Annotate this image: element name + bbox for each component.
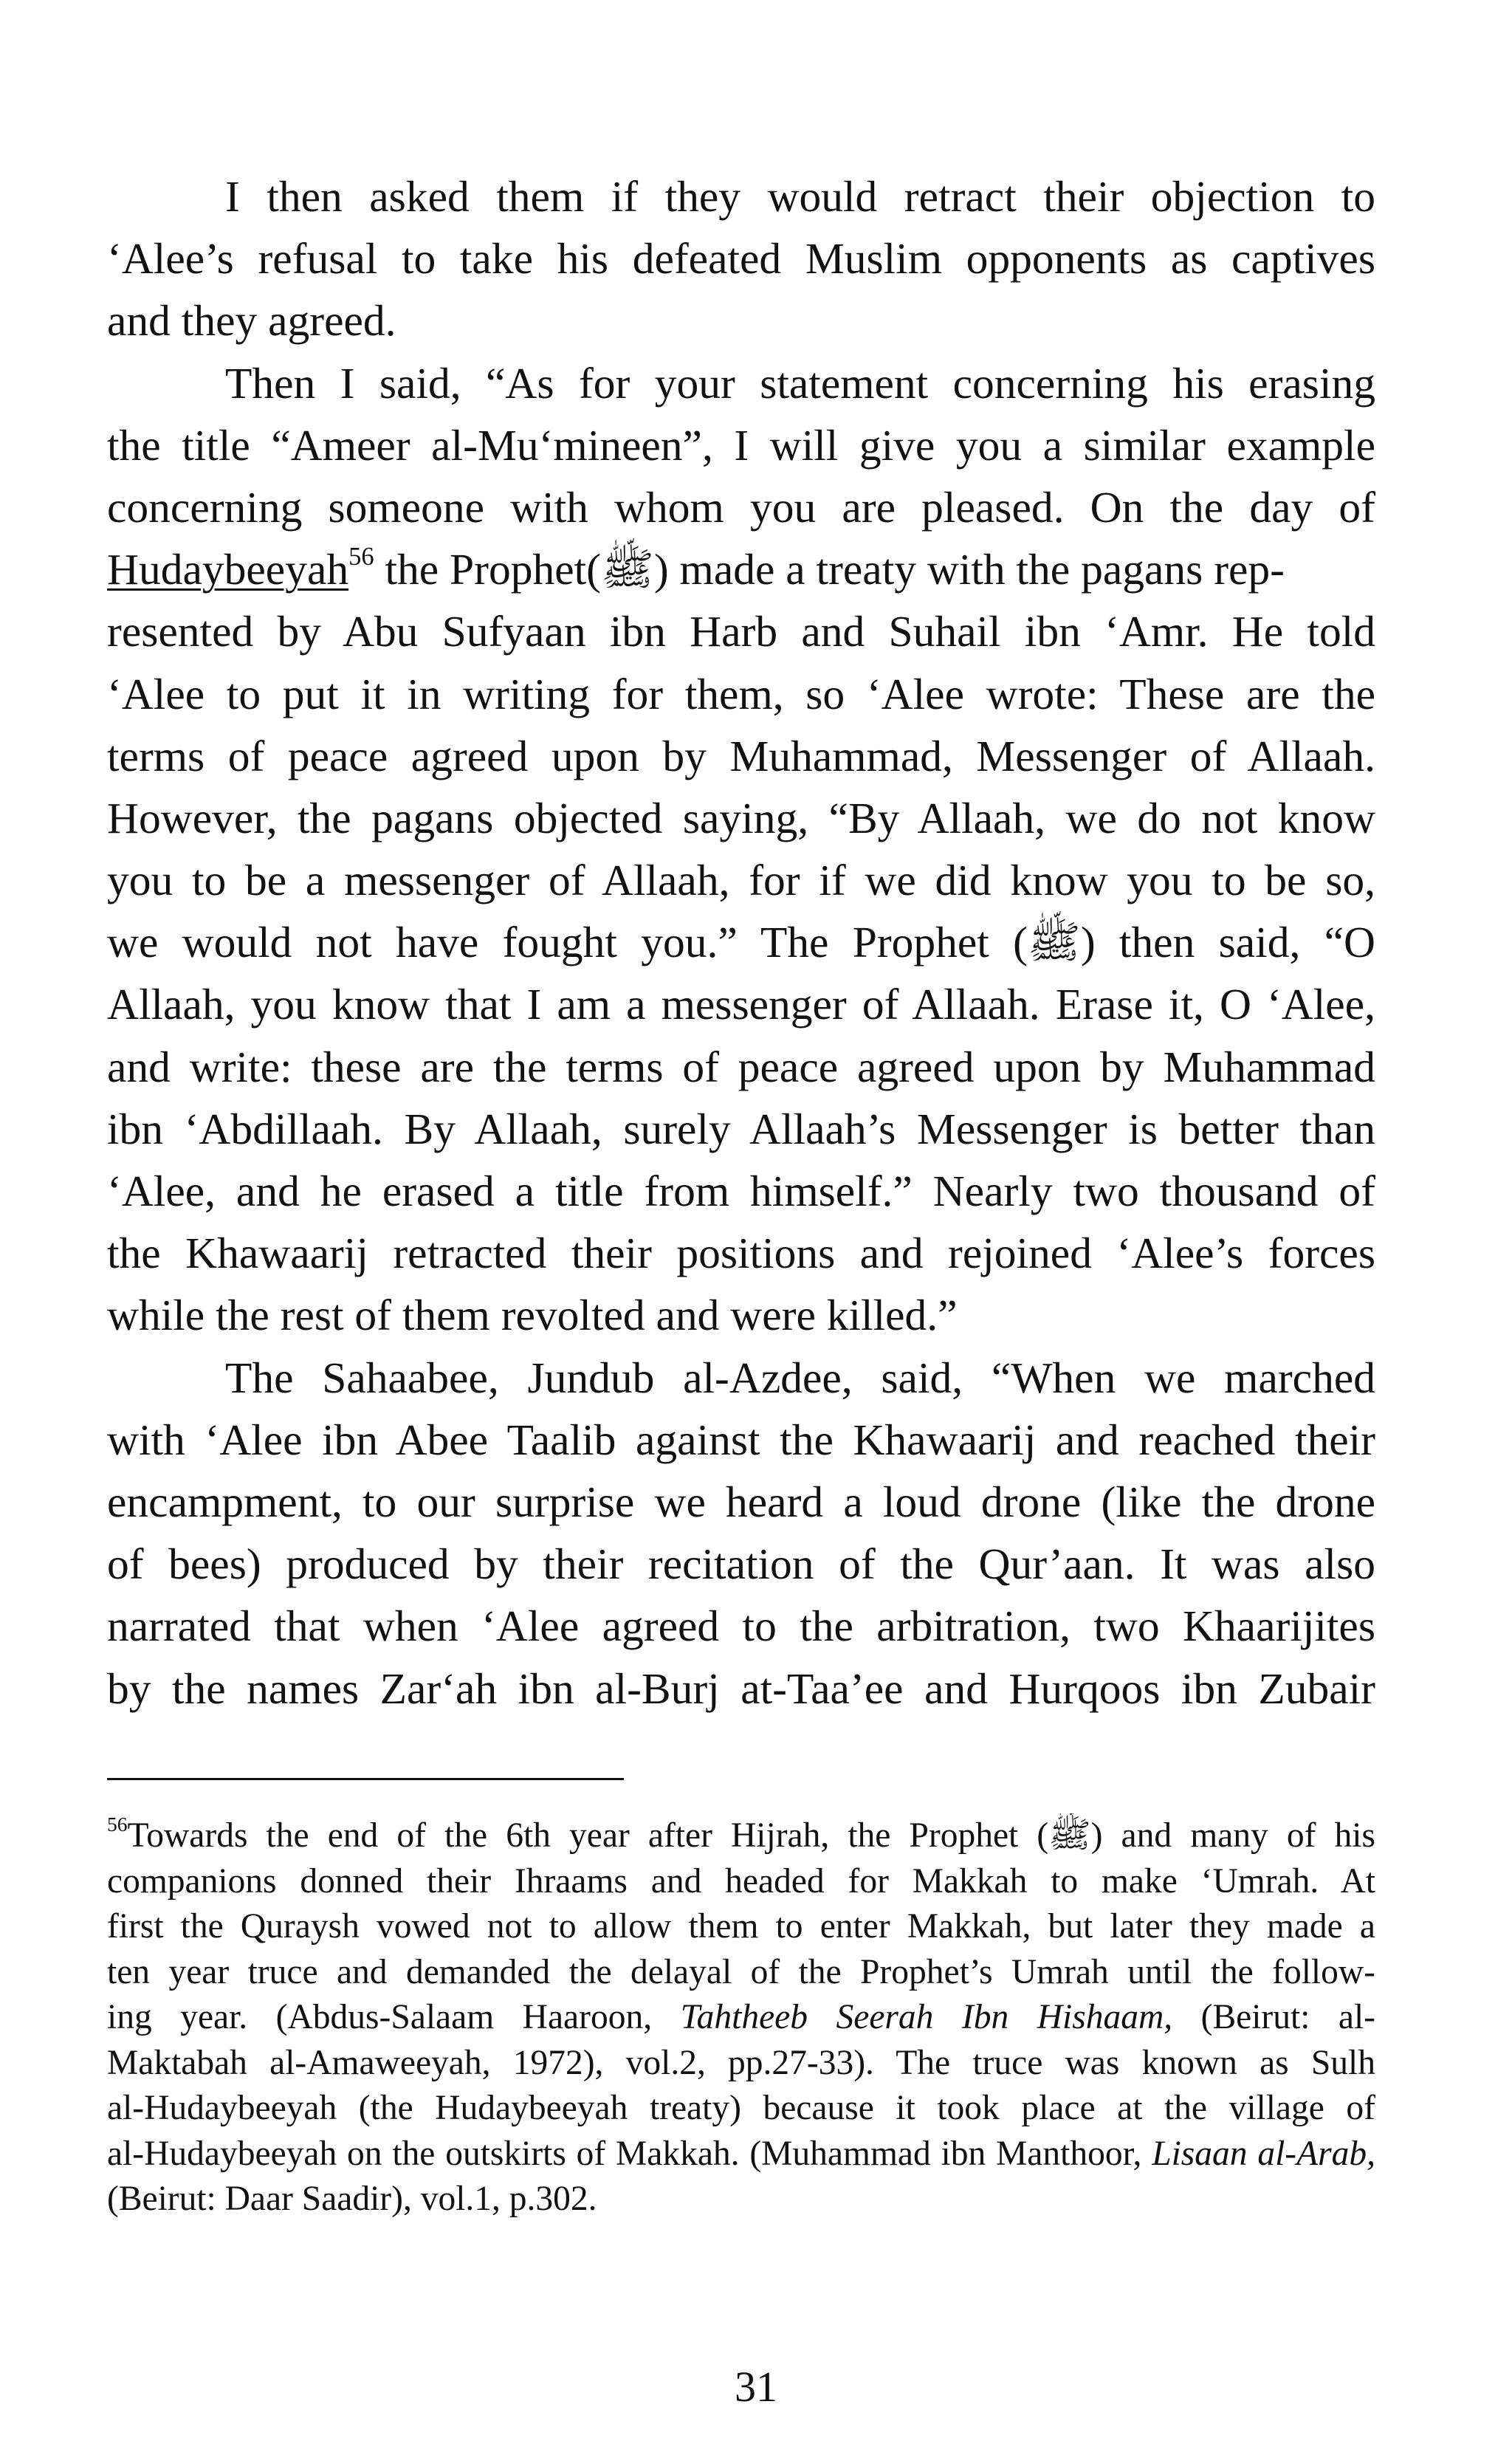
footnote-line: first the Quraysh vowed not to allow them to enter Makkah, but later they made a — [107, 1907, 1375, 1946]
text-line: ibn ‘Abdillaah. By Allaah, surely Allaah’s Messenger is better than — [107, 1104, 1375, 1153]
text-line: by the names Zar‘ah ibn al-Burj at-Taa’ee and Hurqoos ibn Zubair — [107, 1663, 1375, 1713]
text-line: Then I said, “As for your statement concerning his erasing — [225, 358, 1375, 408]
book-title: Tahtheeb Seerah Ibn Hishaam, — [680, 1998, 1173, 2036]
text-line: narrated that when ‘Alee agreed to the arbitration, two Khaarijites — [107, 1601, 1375, 1651]
footnote-line: ten year truce and demanded the delayal of the Prophet’s Umrah until the follow- — [107, 1952, 1375, 1991]
text-line: terms of peace agreed upon by Muhammad, Messenger of Allaah. — [107, 731, 1375, 780]
text-line: However, the pagans objected saying, “By Allaah, we do not know — [107, 793, 1375, 842]
footnote-line — [107, 1995, 1375, 2041]
text-line-rest: the Prophet(ﷺ) made a treaty with the pagans rep- — [374, 545, 1285, 594]
footnote-number: 56 — [107, 1813, 128, 1836]
text-line: encampment, to our surprise we heard a loud drone (like the drone — [107, 1477, 1375, 1526]
text-line: ‘Alee, and he erased a title from himself.” Nearly two thousand of — [107, 1167, 1375, 1216]
text-line: I then asked them if they would retract their objection to — [225, 172, 1375, 221]
text-line: Allaah, you know that I am a messenger of Allaah. Erase it, O ‘Alee, — [107, 980, 1375, 1029]
text-line: the Khawaarij retracted their positions and rejoined ‘Alee’s forces — [107, 1229, 1375, 1278]
page-number: 31 — [735, 2363, 777, 2411]
text-line: we would not have fought you.” The Prophet (ﷺ) then said, “O — [107, 918, 1375, 967]
hudaybeeyah-term: Hudaybeeyah — [107, 545, 349, 594]
footnote-ref: 56 — [348, 543, 374, 571]
footnote-text: (Beirut: al- — [1172, 1998, 1375, 2036]
book-title: Lisaan al-Arab, — [1152, 2134, 1375, 2173]
main-text — [107, 165, 1375, 1720]
text-line: The Sahaabee, Jundub al-Azdee, said, “When we marched — [225, 1353, 1375, 1402]
text-line: and write: these are the terms of peace agreed upon by Muhammad — [107, 1042, 1375, 1091]
footnote-line: Maktabah al-Amaweeyah, 1972), vol.2, pp.27-33). The truce was known as Sulh — [107, 2043, 1375, 2082]
text-line: ‘Alee’s refusal to take his defeated Muslim opponents as captives — [107, 234, 1375, 284]
footnote-text: al-Hudaybeeyah on the outskirts of Makkah. (Muhammad ibn Manthoor, — [107, 2134, 1152, 2173]
text-line: the title “Ameer al-Mu‘mineen”, I will give you a similar example — [107, 420, 1375, 470]
text-line: resented by Abu Sufyaan ibn Harb and Suhail ibn ‘Amr. He told — [107, 607, 1375, 656]
text-line: with ‘Alee ibn Abee Taalib against the Khawaarij and reached their — [107, 1415, 1375, 1464]
footnote-line: al-Hudaybeeyah (the Hudaybeeyah treaty) because it took place at the village of — [107, 2089, 1375, 2127]
text-line: you to be a messenger of Allaah, for if we did know you to be so, — [107, 856, 1375, 905]
footnote-divider — [107, 1778, 624, 1780]
text-line — [107, 538, 1375, 600]
text-line: and they agreed. — [107, 296, 396, 346]
footnote-text: Towards the end of the 6th year after Hijrah, the Prophet (ﷺ) and many of his — [127, 1816, 1375, 1855]
text-line: while the rest of them revolted and were killed.” — [107, 1291, 958, 1340]
footnote-line — [107, 1813, 1375, 1859]
text-line: of bees) produced by their recitation of the Qur’aan. It was also — [107, 1539, 1375, 1589]
text-line: concerning someone with whom you are pleased. On the day of — [107, 482, 1375, 532]
footnote — [107, 1813, 1375, 2222]
footnote-line: companions donned their Ihraams and headed for Makkah to make ‘Umrah. At — [107, 1861, 1375, 1901]
footnote-line: (Beirut: Daar Saadir), vol.1, p.302. — [107, 2180, 597, 2218]
footnote-line — [107, 2132, 1375, 2177]
footnote-text: ing year. (Abdus-Salaam Haaroon, — [107, 1998, 681, 2036]
text-line: ‘Alee to put it in writing for them, so ‘Alee wrote: These are the — [107, 669, 1375, 718]
